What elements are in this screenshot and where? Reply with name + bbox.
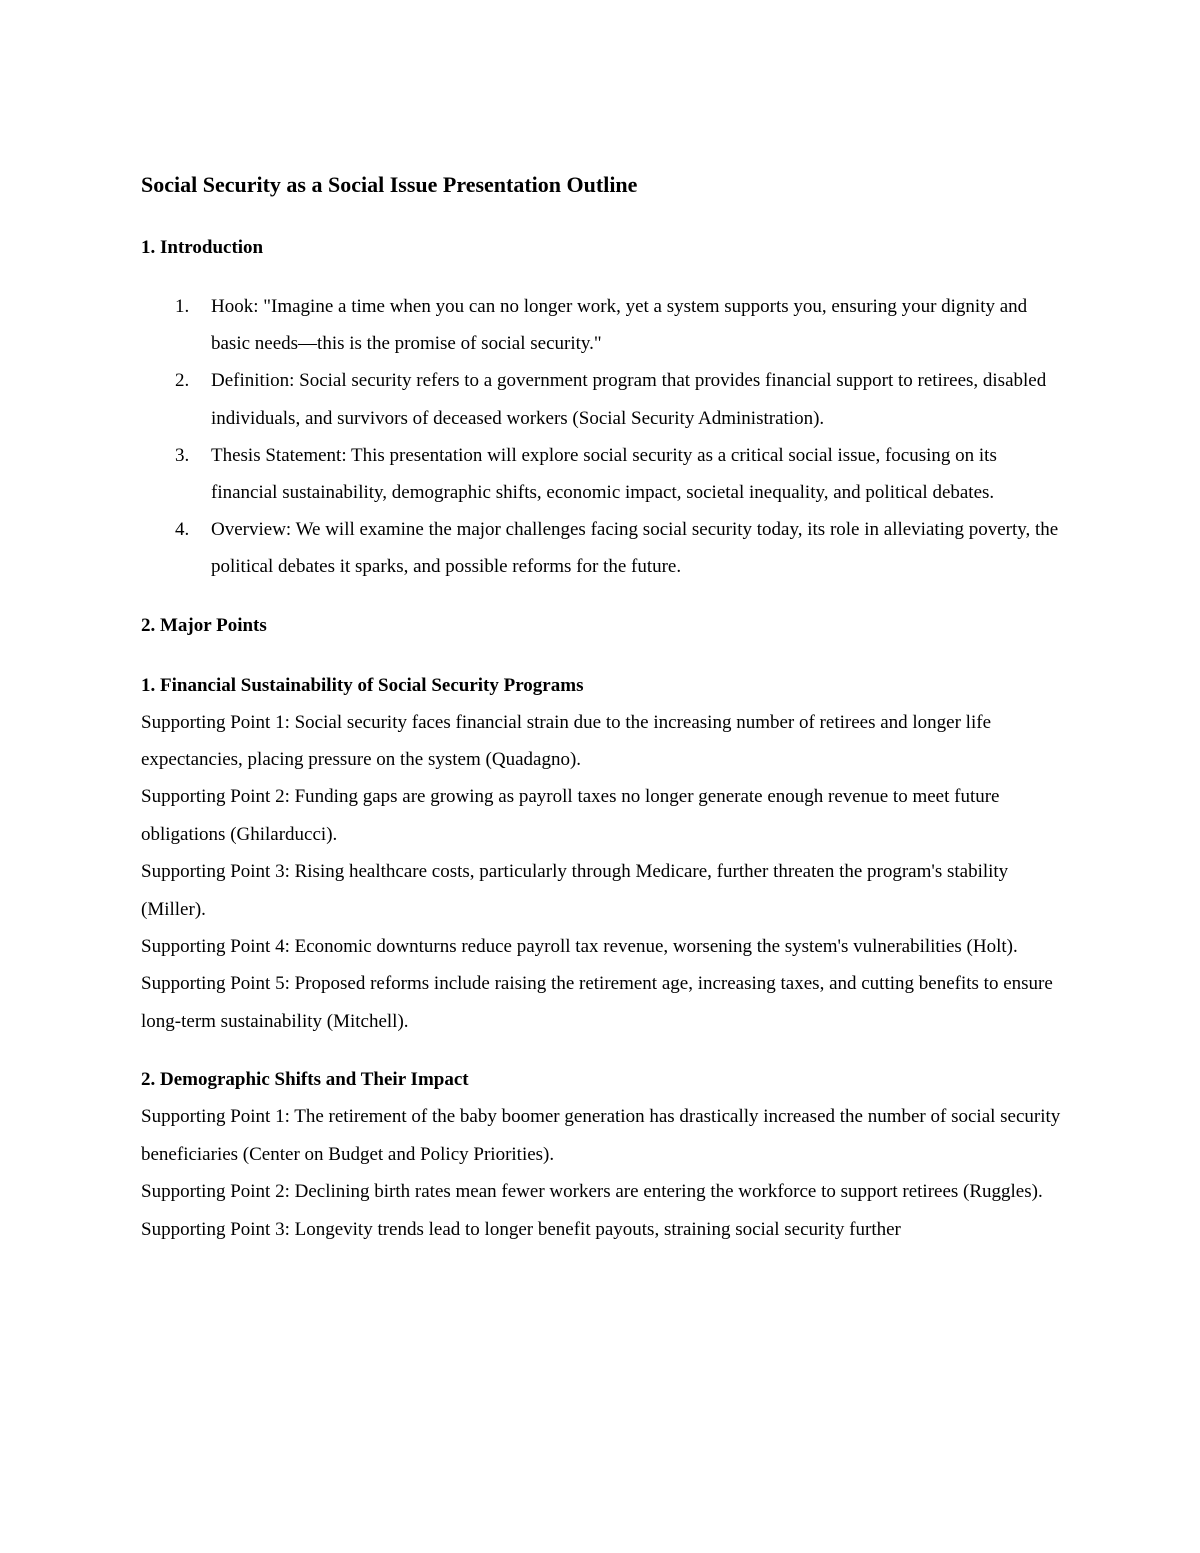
introduction-heading: 1. Introduction [141, 237, 264, 258]
introduction-item-overview [141, 511, 1061, 585]
subsection-heading: 2. Demographic Shifts and Their Impact [141, 1069, 469, 1091]
list-item-text: Thesis Statement: This presentation will explore social security as a critical social issue, focusing on its financial sustainability, demographic shifts, economic impact, societal inequality, and political debates. [211, 444, 997, 504]
introduction-item-hook [141, 288, 1061, 362]
supporting-point: Supporting Point 3: Rising healthcare costs, particularly through Medicare, further threaten the program's stability (Miller). [141, 861, 1009, 920]
supporting-point: Supporting Point 2: Funding gaps are growing as payroll taxes no longer generate enough revenue to meet future obligations (Ghilarducci). [141, 786, 1000, 845]
subsection-heading: 1. Financial Sustainability of Social Security Programs [141, 674, 584, 696]
introduction-item-definition [141, 362, 1061, 436]
supporting-point: Supporting Point 2: Declining birth rates mean fewer workers are entering the workforce to support retirees (Ruggles). [141, 1181, 1043, 1203]
list-item-text: Definition: Social security refers to a government program that provides financial support to retirees, disabled individuals, and survivors of deceased workers (Social Security Administration). [211, 370, 1047, 429]
list-item-text: Hook: "Imagine a time when you can no longer work, yet a system supports you, ensuring your dignity and basic needs—this is the promise of social security." [211, 296, 1028, 355]
financial-sustainability-section [141, 668, 1061, 1041]
major-points-heading: 2. Major Points [141, 614, 267, 636]
list-number: 3. [175, 444, 190, 466]
list-number: 1. [175, 296, 190, 317]
introduction-item-thesis [141, 437, 1061, 511]
demographic-shifts-section [141, 1062, 1061, 1248]
document-body [141, 166, 1061, 1270]
introduction-list [141, 288, 1061, 586]
supporting-point: Supporting Point 3: Longevity trends lead to longer benefit payouts, straining social security further [141, 1218, 901, 1240]
supporting-point: Supporting Point 5: Proposed reforms include raising the retirement age, increasing taxes, and cutting benefits to ensure long-term sustainability (Mitchell). [141, 973, 1053, 1032]
list-item-text: Overview: We will examine the major challenges facing social security today, its role in alleviating poverty, the political debates it sparks, and possible reforms for the future. [211, 519, 1059, 578]
document-title: Social Security as a Social Issue Presentation Outline [141, 172, 638, 197]
supporting-point: Supporting Point 1: Social security faces financial strain due to the increasing number of retirees and longer life expectancies, placing pressure on the system (Quadagno). [141, 711, 991, 771]
list-number: 2. [175, 370, 190, 392]
supporting-point: Supporting Point 1: The retirement of the baby boomer generation has drastically increased the number of social security beneficiaries (Center on Budget and Policy Priorities). [141, 1106, 1061, 1165]
list-number: 4. [175, 519, 190, 541]
supporting-point: Supporting Point 4: Economic downturns reduce payroll tax revenue, worsening the system's vulnerabilities (Holt). [141, 936, 1018, 958]
